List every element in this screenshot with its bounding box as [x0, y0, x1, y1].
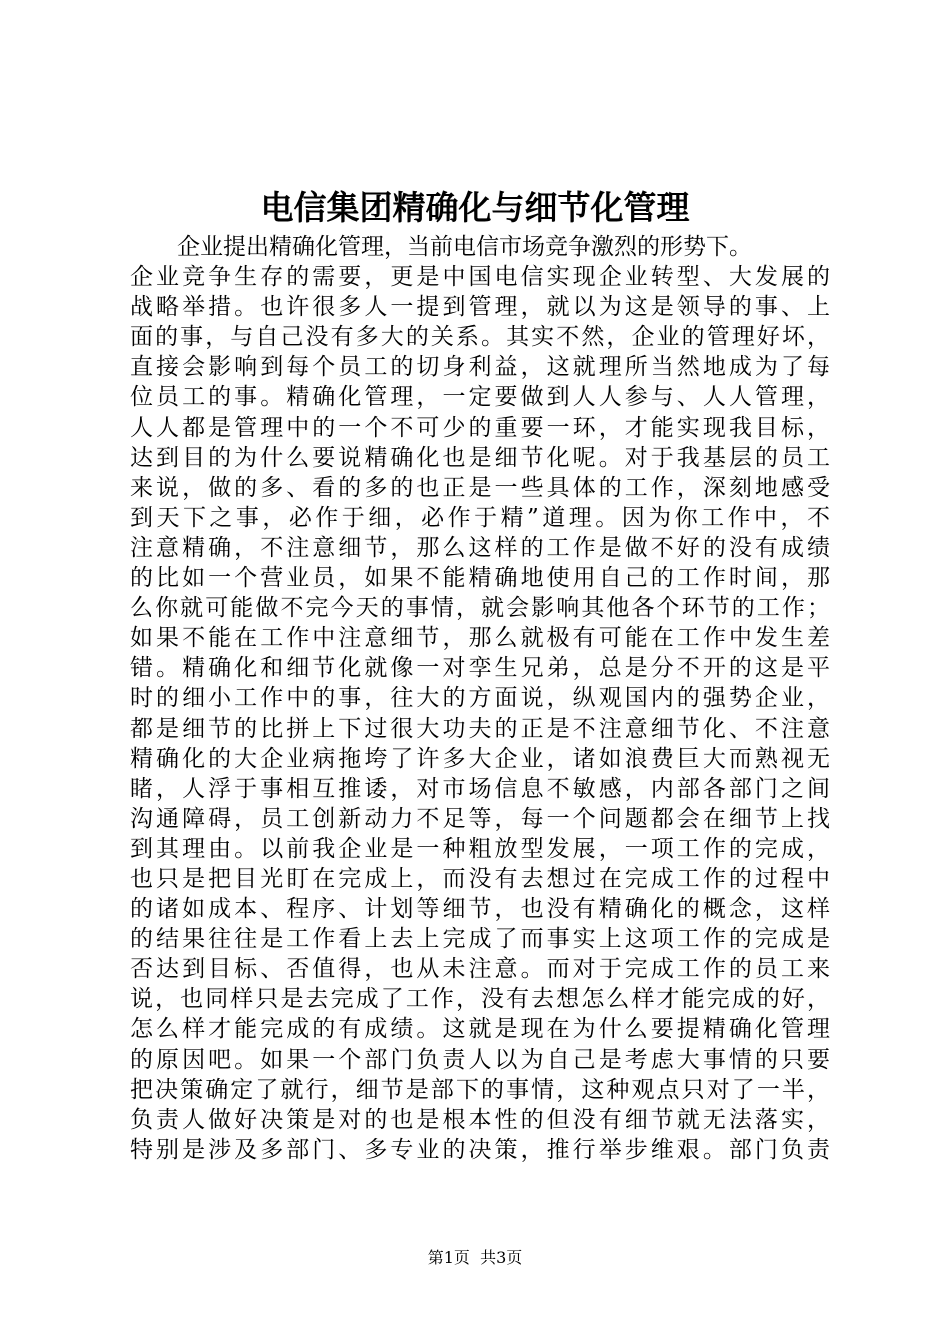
body-line: 的诸如成本、程序、计划等细节，也没有精确化的概念，这样	[130, 896, 830, 923]
body-line: 企业提出精确化管理，当前电信市场竞争激烈的形势下。	[177, 234, 752, 260]
body-line: 说，也同样只是去完成了工作，没有去想怎么样才能完成的好，	[130, 986, 830, 1013]
body-line: 人人都是管理中的一个不可少的重要一环，才能实现我目标，	[130, 414, 830, 441]
body-line: 如果不能在工作中注意细节，那么就极有可能在工作中发生差	[130, 625, 830, 652]
body-line: 也只是把目光盯在完成上，而没有去想过在完成工作的过程中	[130, 865, 830, 892]
body-line: 来说，做的多、看的多的也正是一些具体的工作，深刻地感受	[130, 474, 830, 501]
body-line: 注意精确，不注意细节，那么这样的工作是做不好的没有成绩	[130, 534, 830, 561]
page-number-label: 第1页 共3页	[427, 1248, 523, 1267]
body-line: 战略举措。也许很多人一提到管理，就以为这是领导的事、上	[130, 294, 830, 321]
body-line: 睹，人浮于事相互推诿，对市场信息不敏感，内部各部门之间	[130, 775, 830, 802]
body-line: 沟通障碍，员工创新动力不足等，每一个问题都会在细节上找	[130, 805, 830, 832]
body-line: 到其理由。以前我企业是一种粗放型发展，一项工作的完成，	[130, 835, 830, 862]
body-line: 企业竞争生存的需要，更是中国电信实现企业转型、大发展的	[130, 264, 830, 291]
body-line: 达到目的为什么要说精确化也是细节化呢。对于我基层的员工	[130, 444, 830, 471]
body-line: 面的事，与自己没有多大的关系。其实不然，企业的管理好坏，	[130, 324, 830, 351]
body-line: 负责人做好决策是对的也是根本性的但没有细节就无法落实，	[130, 1106, 830, 1133]
body-line: 特别是涉及多部门、多专业的决策，推行举步维艰。部门负责	[130, 1136, 830, 1163]
body-line: 时的细小工作中的事，往大的方面说，纵观国内的强势企业，	[130, 685, 830, 712]
body-line: 错。精确化和细节化就像一对孪生兄弟，总是分不开的这是平	[130, 655, 830, 682]
document-body	[130, 232, 830, 1165]
page-footer	[0, 1247, 950, 1269]
body-line: 位员工的事。精确化管理，一定要做到人人参与、人人管理，	[130, 384, 830, 411]
body-line: 到天下之事，必作于细，必作于精”道理。因为你工作中，不	[130, 504, 830, 531]
body-line: 的原因吧。如果一个部门负责人以为自己是考虑大事情的只要	[130, 1046, 830, 1073]
body-line: 精确化的大企业病拖垮了许多大企业，诸如浪费巨大而熟视无	[130, 745, 830, 772]
body-line: 的结果往往是工作看上去上完成了而事实上这项工作的完成是	[130, 926, 830, 953]
body-line: 的比如一个营业员，如果不能精确地使用自己的工作时间，那	[130, 565, 830, 592]
body-line: 么你就可能做不完今天的事情，就会影响其他各个环节的工作；	[130, 595, 830, 622]
body-line: 都是细节的比拼上下过很大功夫的正是不注意细节化、不注意	[130, 715, 830, 742]
body-line: 怎么样才能完成的有成绩。这就是现在为什么要提精确化管理	[130, 1016, 830, 1043]
body-line: 直接会影响到每个员工的切身利益，这就理所当然地成为了每	[130, 354, 830, 381]
document-title: 电信集团精确化与细节化管理	[260, 188, 690, 227]
body-line: 把决策确定了就行，细节是部下的事情，这种观点只对了一半，	[130, 1076, 830, 1103]
body-line: 否达到目标、否值得，也从未注意。而对于完成工作的员工来	[130, 956, 830, 983]
